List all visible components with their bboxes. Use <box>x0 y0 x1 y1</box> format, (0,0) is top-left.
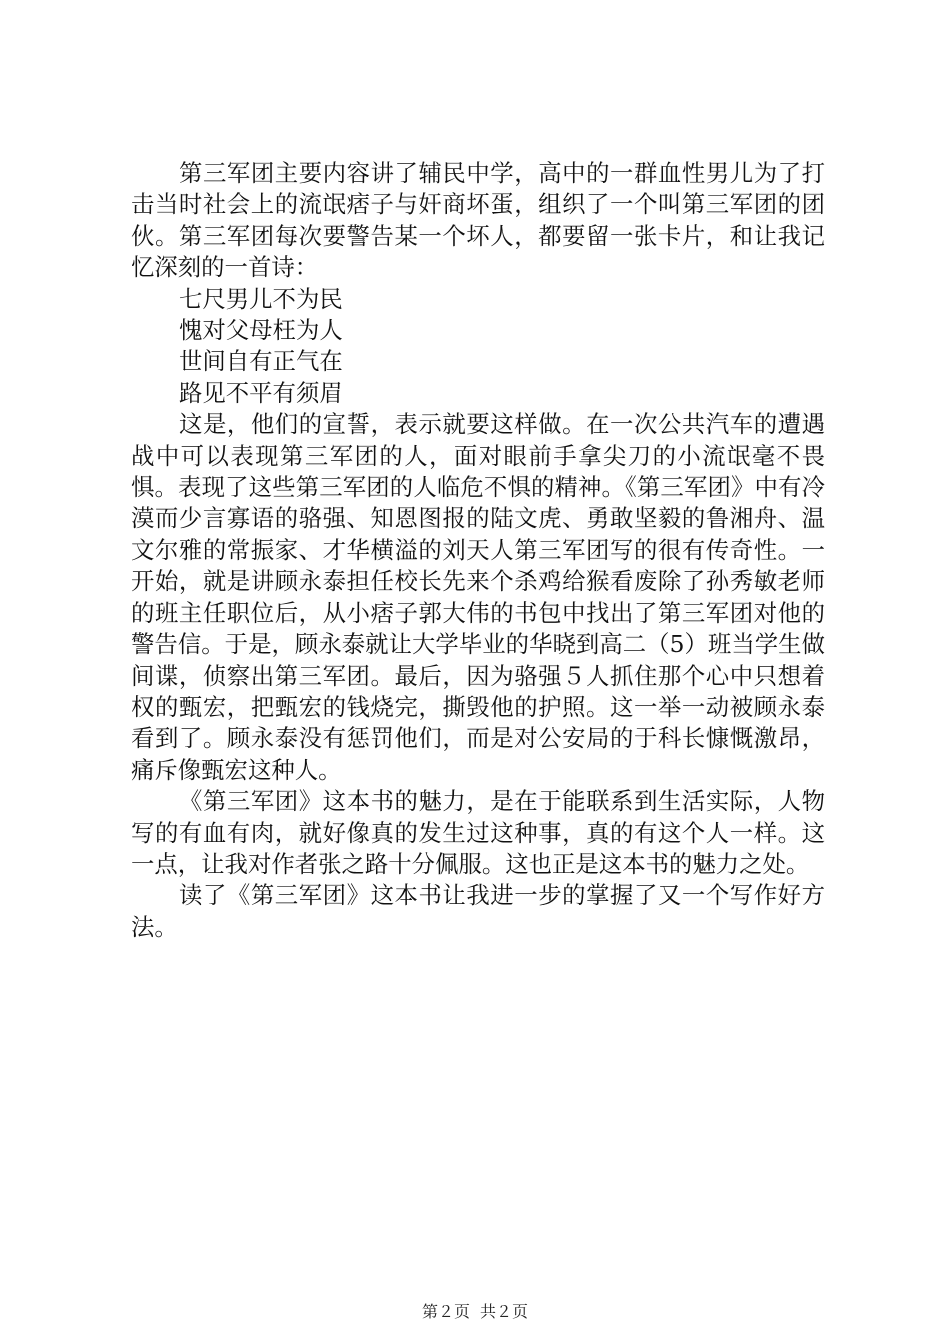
paragraph-story: 这是，他们的宣誓，表示就要这样做。在一次公共汽车的遭遇战中可以表现第三军团的人，面对眼前手拿尖刀的小流氓毫不畏惧。表现了这些第三军团的人临危不惧的精神。《第三军团》中有冷漠而少言寡语的骆强、知恩图报的陆文虎、勇敢坚毅的鲁湘舟、温文尔雅的常振家、才华横溢的刘天人第三军团写的很有传奇性。一开始，就是讲顾永泰担任校长先来个杀鸡给猴看废除了孙秀敏老师的班主任职位后，从小痞子郭大伟的书包中找出了第三军团对他的警告信。于是，顾永泰就让大学毕业的华晓到高二（5）班当学生做间谍，侦察出第三军团。最后，因为骆强５人抓住那个心中只想着权的甄宏，把甄宏的钱烧完，撕毁他的护照。这一举一动被顾永泰看到了。顾永泰没有惩罚他们，而是对公安局的于科长慷慨激昂，痛斥像甄宏这种人。 <box>131 410 825 784</box>
paragraph-conclusion: 读了《第三军团》这本书让我进一步的掌握了又一个写作好方法。 <box>131 881 825 941</box>
poem-block <box>131 284 825 410</box>
page-number: 第２页 <box>421 1302 470 1321</box>
paragraph-intro: 第三军团主要内容讲了辅民中学，高中的一群血性男儿为了打击当时社会上的流氓痞子与奸商坏蛋，组织了一个叫第三军团的团伙。第三军团每次要警告某一个坏人，都要留一张卡片，和让我记忆深刻的一首诗： <box>131 159 825 282</box>
page-total: 共２页 <box>480 1302 529 1321</box>
poem-line: 愧对父母枉为人 <box>179 316 343 345</box>
document-body <box>131 158 825 943</box>
poem-line: 七尺男儿不为民 <box>179 284 343 313</box>
poem-line: 世间自有正气在 <box>179 347 343 376</box>
poem-line: 路见不平有须眉 <box>179 378 343 407</box>
page-footer <box>0 1302 950 1322</box>
paragraph-charm: 《第三军团》这本书的魅力，是在于能联系到生活实际，人物写的有血有肉，就好像真的发生过这种事，真的有这个人一样。这一点，让我对作者张之路十分佩服。这也正是这本书的魅力之处。 <box>131 787 825 878</box>
